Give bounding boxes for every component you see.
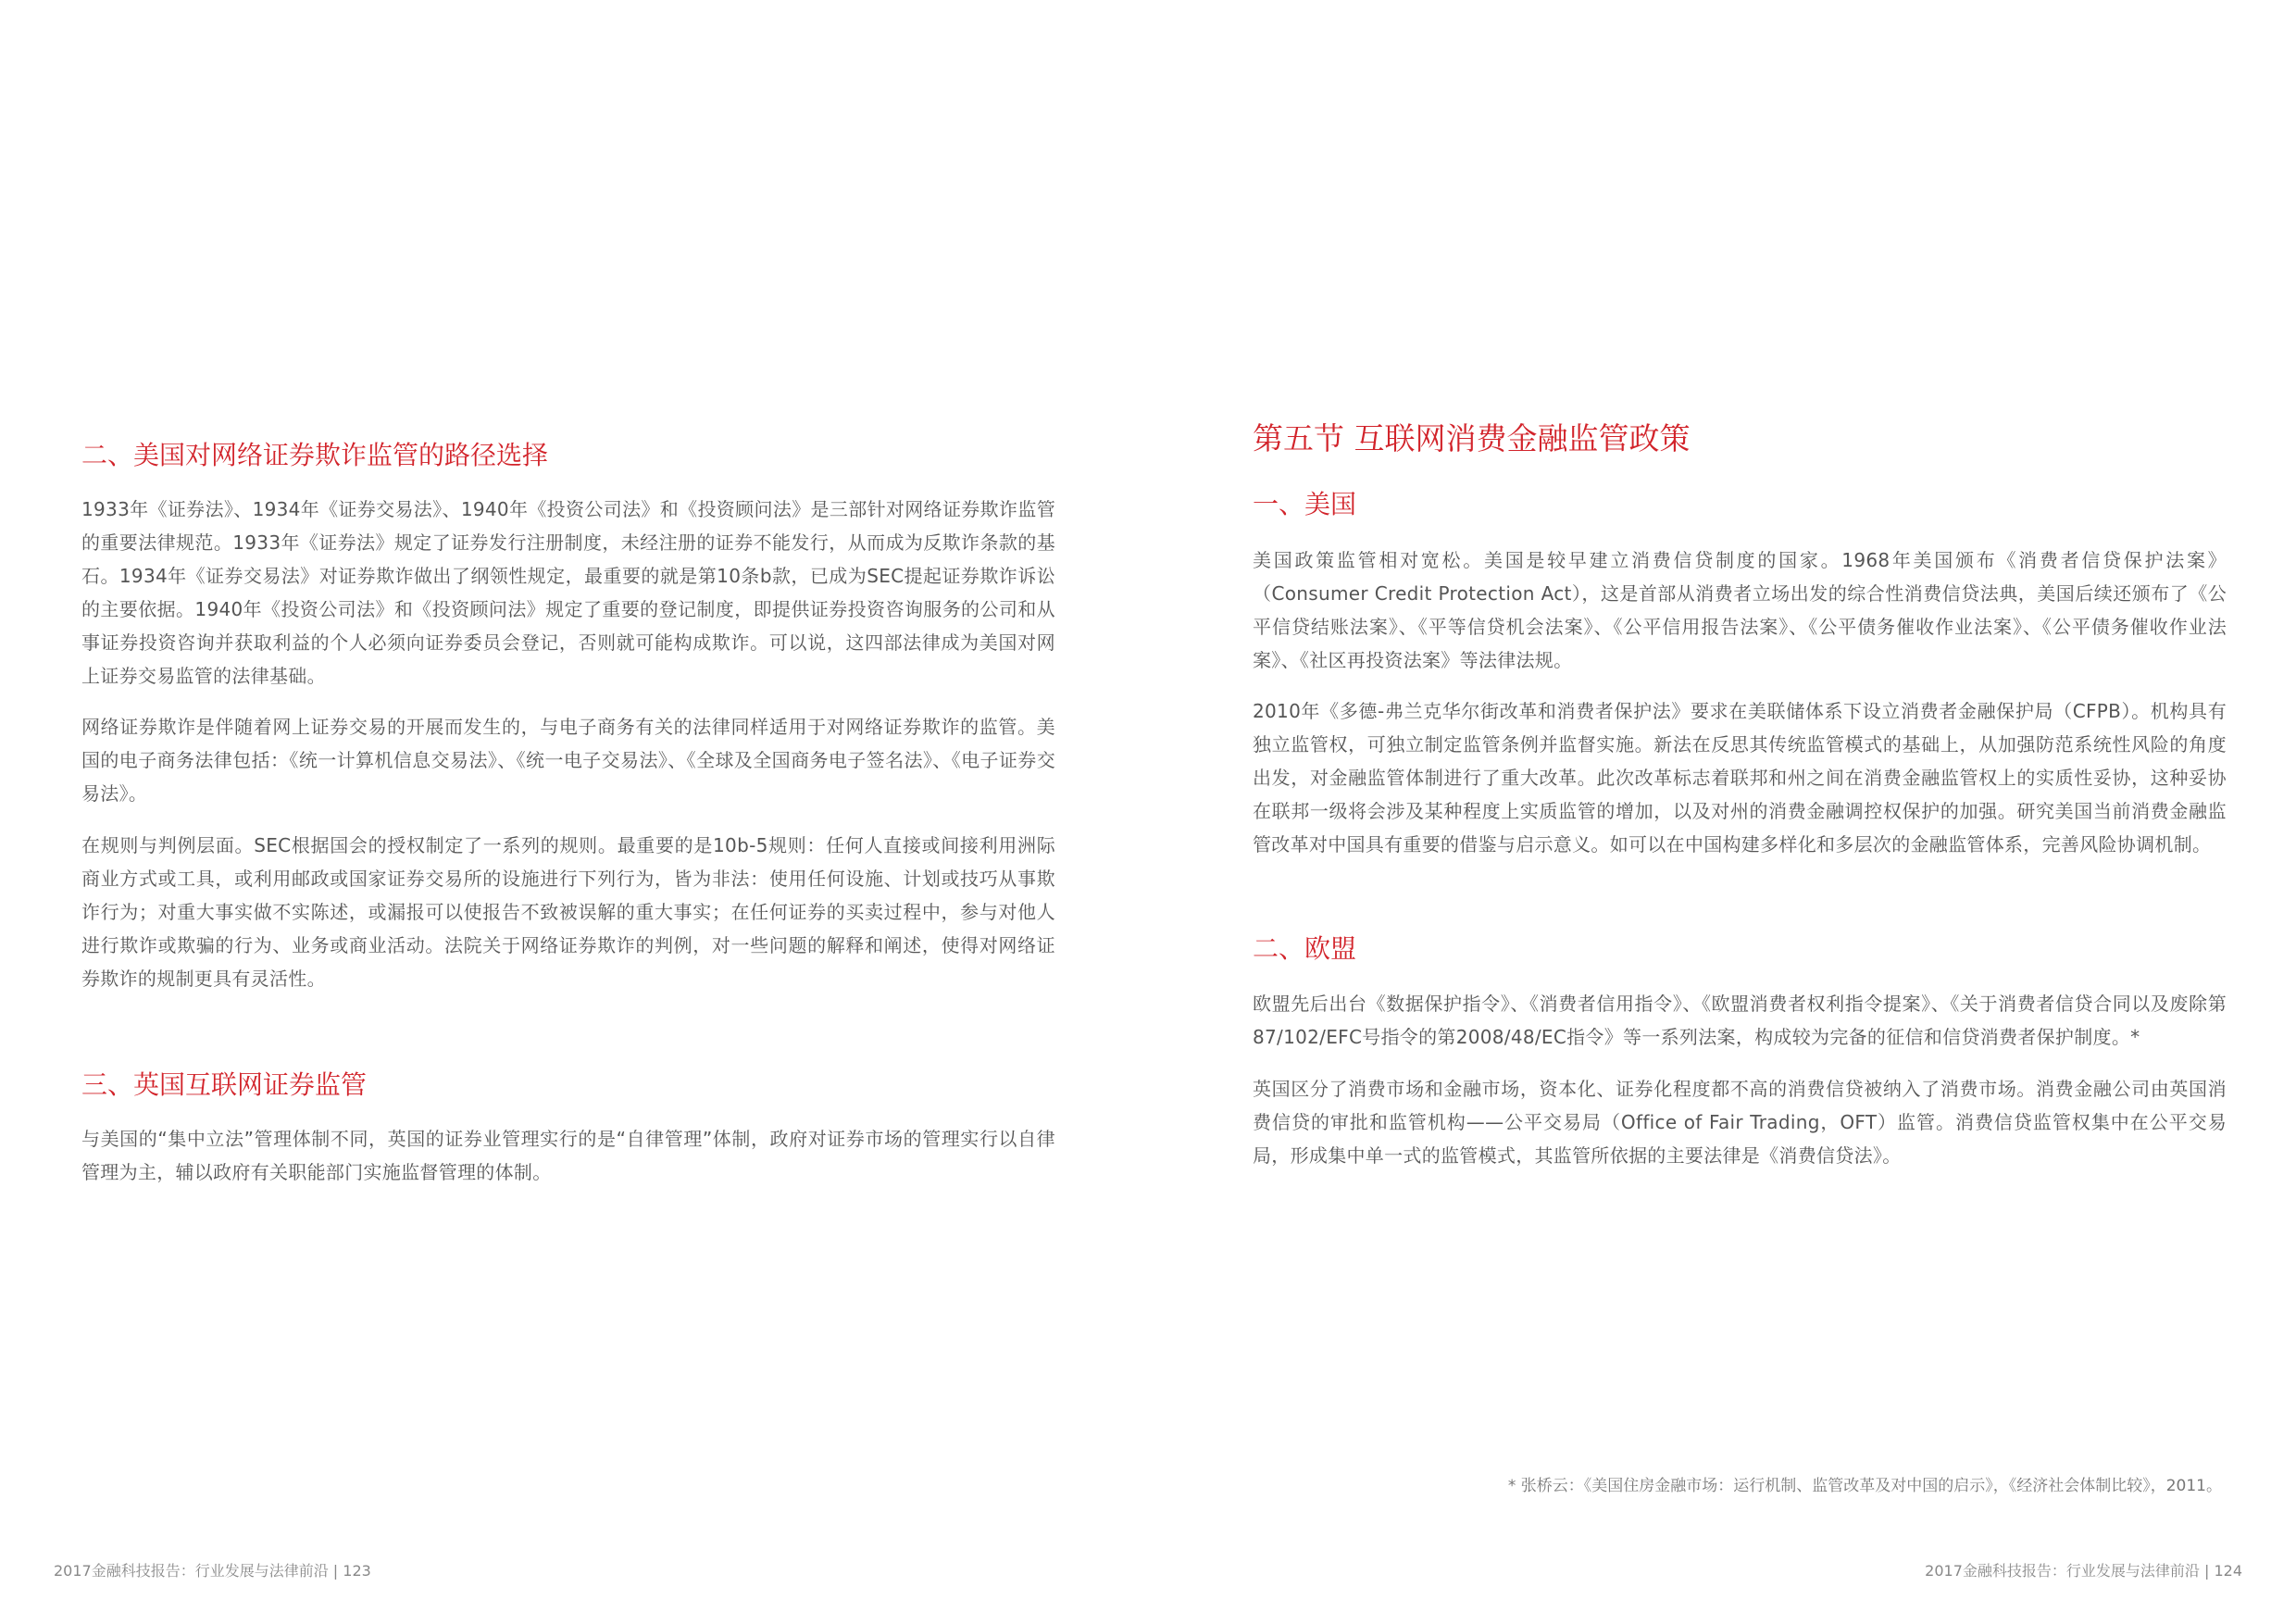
section-heading-uk-securities: 三、英国互联网证券监管 — [81, 1069, 368, 1100]
page-footer-left: 2017金融科技报告：行业发展与法律前沿 | 123 — [54, 1562, 371, 1580]
paragraph: 与美国的“集中立法”管理体制不同，英国的证券业管理实行的是“自律管理”体制，政府对证券市场的管理实行以自律管理为主，辅以政府有关职能部门实施监督管理的体制。 — [81, 1128, 1055, 1183]
footnote: * 张桥云：《美国住房金融市场：运行机制、监管改革及对中国的启示》，《经济社会体制比较》，2011。 — [1507, 1477, 2222, 1495]
paragraph: 2010年《多德-弗兰克华尔街改革和消费者保护法》要求在美联储体系下设立消费者金融保护局（CFPB）。机构具有独立监管权，可独立制定监管条例并监督实施。新法在反思其传统监管模式的基础上，从加强防范系统性风险的角度出发，对金融监管体制进行了重大改革。此次改革标志着联邦和州之间在消费金融监管权上的实质性妥协，这种妥协在联邦一级将会涉及某种程度上实质监管的增加，以及对州的消费金融调控权保护的加强。研究美国当前消费金融监管改革对中国具有重要的借鉴与启示意义。如可以在中国构建多样化和多层次的金融监管体系，完善风险协调机制。 — [1253, 700, 2227, 856]
paragraph: 欧盟先后出台《数据保护指令》、《消费者信用指令》、《欧盟消费者权利指令提案》、《关于消费者信贷合同以及废除第87/102/EFC号指令的第2008/48/EC指令》等一系列法案，构成较为完备的征信和信贷消费者保护制度。* — [1253, 993, 2227, 1048]
paragraph: 美国政策监管相对宽松。美国是较早建立消费信贷制度的国家。1968年美国颁布《消费者信贷保护法案》（Consumer Credit Protection Act），这是首部从消费者立场出发的综合性消费信贷法典，美国后续还颁布了《公平信贷结账法案》、《平等信贷机会法案》、《公平信用报告法案》、《公平债务催收作业法案》、《公平债务催收作业法案》、《社区再投资法案》等法律法规。 — [1253, 549, 2227, 671]
paragraph: 英国区分了消费市场和金融市场，资本化、证券化程度都不高的消费信贷被纳入了消费市场。消费金融公司由英国消费信贷的审批和监管机构——公平交易局（Office of Fair Trading，OFT）监管。消费信贷监管权集中在公平交易局，形成集中单一式的监管模式，其监管所依据的主要法律是《消费信贷法》。 — [1253, 1078, 2227, 1167]
paragraph: 1933年《证券法》、1934年《证券交易法》、1940年《投资公司法》和《投资顾问法》是三部针对网络证券欺诈监管的重要法律规范。1933年《证券法》规定了证券发行注册制度，未经注册的证券不能发行，从而成为反欺诈条款的基石。1934年《证券交易法》对证券欺诈做出了纲领性规定，最重要的就是第10条b款，已成为SEC提起证券欺诈诉讼的主要依据。1940年《投资公司法》和《投资顾问法》规定了重要的登记制度，即提供证券投资咨询服务的公司和从事证券投资咨询并获取利益的个人必须向证券委员会登记，否则就可能构成欺诈。可以说，这四部法律成为美国对网上证券交易监管的法律基础。 — [81, 498, 1055, 687]
paragraph: 网络证券欺诈是伴随着网上证券交易的开展而发生的，与电子商务有关的法律同样适用于对网络证券欺诈的监管。美国的电子商务法律包括：《统一计算机信息交易法》、《统一电子交易法》、《全球及全国商务电子签名法》、《电子证券交易法》。 — [81, 716, 1055, 805]
section-heading-eu: 二、欧盟 — [1253, 933, 1357, 964]
section-heading-us-securities: 二、美国对网络证券欺诈监管的路径选择 — [81, 440, 549, 470]
paragraph: 在规则与判例层面。SEC根据国会的授权制定了一系列的规则。最重要的是10b-5规则：任何人直接或间接利用洲际商业方式或工具，或利用邮政或国家证券交易所的设施进行下列行为，皆为非法：使用任何设施、计划或技巧从事欺诈行为；对重大事实做不实陈述，或漏报可以使报告不致被误解的重大事实；在任何证券的买卖过程中，参与对他人进行欺诈或欺骗的行为、业务或商业活动。法院关于网络证券欺诈的判例，对一些问题的解释和阐述，使得对网络证券欺诈的规制更具有灵活性。 — [81, 834, 1055, 990]
page-footer-right: 2017金融科技报告：行业发展与法律前沿 | 124 — [1925, 1562, 2242, 1580]
chapter-title: 第五节 互联网消费金融监管政策 — [1253, 420, 1691, 456]
section-heading-us: 一、美国 — [1253, 489, 1357, 519]
